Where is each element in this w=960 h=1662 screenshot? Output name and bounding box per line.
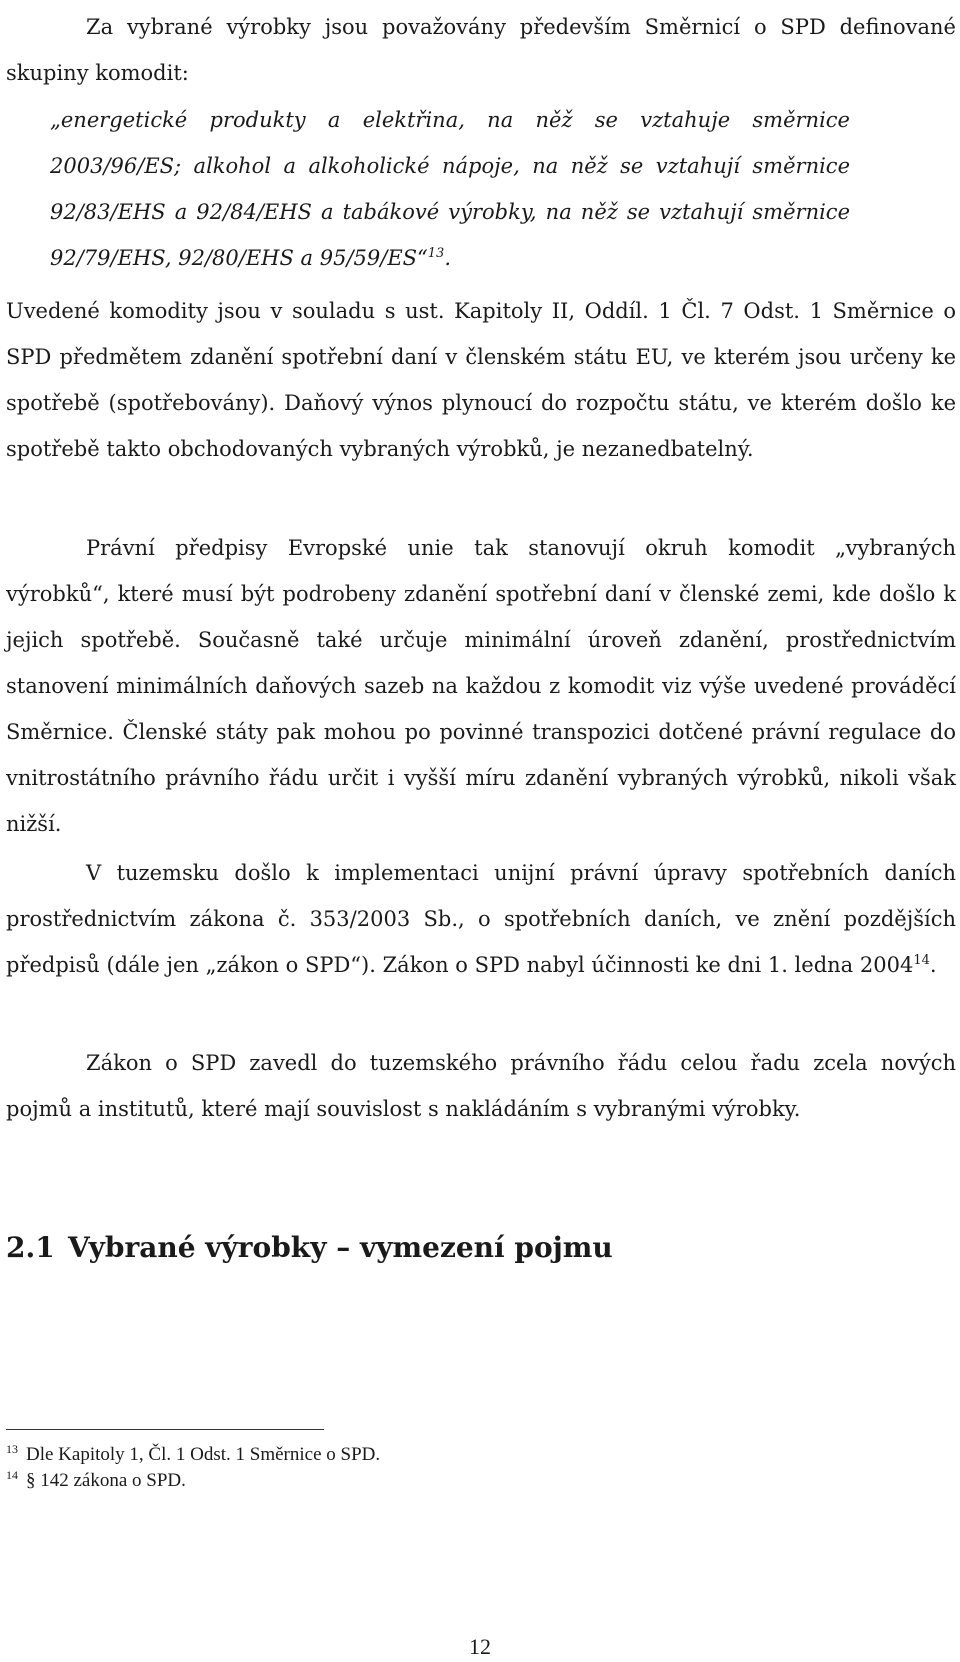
- footnote-ref-13[interactable]: 13: [427, 246, 445, 261]
- section-number: 2.1: [6, 1231, 55, 1264]
- paragraph-national-law: V tuzemsku došlo k implementaci unijní právní úpravy spotřebních daních prostřednictvím zákona č. 353/2003 Sb., o spotřebních daních, ve znění pozdějších předpisů (dále jen „zákon o SPD“). Zákon o SPD nabyl účinnosti ke dni 1. ledna 2004$^{14}$.: [6, 861, 956, 977]
- footnote-ref-14[interactable]: 14: [913, 953, 930, 968]
- footnote-divider: [6, 1429, 324, 1430]
- footnote-13: [6, 1442, 380, 1468]
- footnote-text: Dle Kapitoly 1, Čl. 1 Odst. 1 Směrnice o SPD.: [26, 1444, 381, 1465]
- paragraph-eu-regulation: Právní předpisy Evropské unie tak stanovují okruh komodit „vybraných výrobků“, které musí být podrobeny zdanění spotřební daní v členské zemi, kde došlo k jejich spotřebě. Současně také určuje minimální úroveň zdanění, prostřednictvím stanovení minimálních daňových sazeb na každou z komodit viz výše uvedené prováděcí Směrnice. Členské státy pak mohou po povinné transpozici dotčené právní regulace do vnitrostátního právního řádu určit i vyšší míru zdanění vybraných výrobků, nikoli však nižší.: [6, 536, 956, 836]
- section-title: Vybrané výrobky – vymezení pojmu: [68, 1231, 613, 1264]
- footnote-text: § 142 zákona o SPD.: [26, 1470, 186, 1491]
- footnote-number: 14: [6, 1467, 18, 1482]
- page-number: 12: [469, 1634, 491, 1659]
- footnote-14: [6, 1468, 186, 1494]
- section-heading: [6, 1228, 613, 1268]
- intro-paragraph: Za vybrané výrobky jsou považovány především Směrnicí o SPD definované skupiny komodit:: [6, 15, 956, 85]
- footnote-number: 13: [6, 1441, 18, 1456]
- quoted-directive-text: „energetické produkty a elektřina, na něž se vztahuje směrnice 2003/96/ES; alkohol a alkoholické nápoje, na něž se vztahují směrnice 92/83/EHS a 92/84/EHS a tabákové výrobky, na něž se vztahují směrnice 92/79/EHS, 92/80/EHS a 95/59/ES“$^{13}$.: [50, 108, 850, 270]
- paragraph-new-concepts: Zákon o SPD zavedl do tuzemského právního řádu celou řadu zcela nových pojmů a institutů, které mají souvislost s nakládáním s vybranými výrobky.: [6, 1051, 956, 1121]
- paragraph-commodities: Uvedené komodity jsou v souladu s ust. Kapitoly II, Oddíl. 1 Čl. 7 Odst. 1 Směrnice o SPD předmětem zdanění spotřební daní v členském státu EU, ve kterém jsou určeny ke spotřebě (spotřebovány). Daňový výnos plynoucí do rozpočtu státu, ve kterém došlo ke spotřebě takto obchodovaných vybraných výrobků, je nezanedbatelný.: [6, 299, 956, 461]
